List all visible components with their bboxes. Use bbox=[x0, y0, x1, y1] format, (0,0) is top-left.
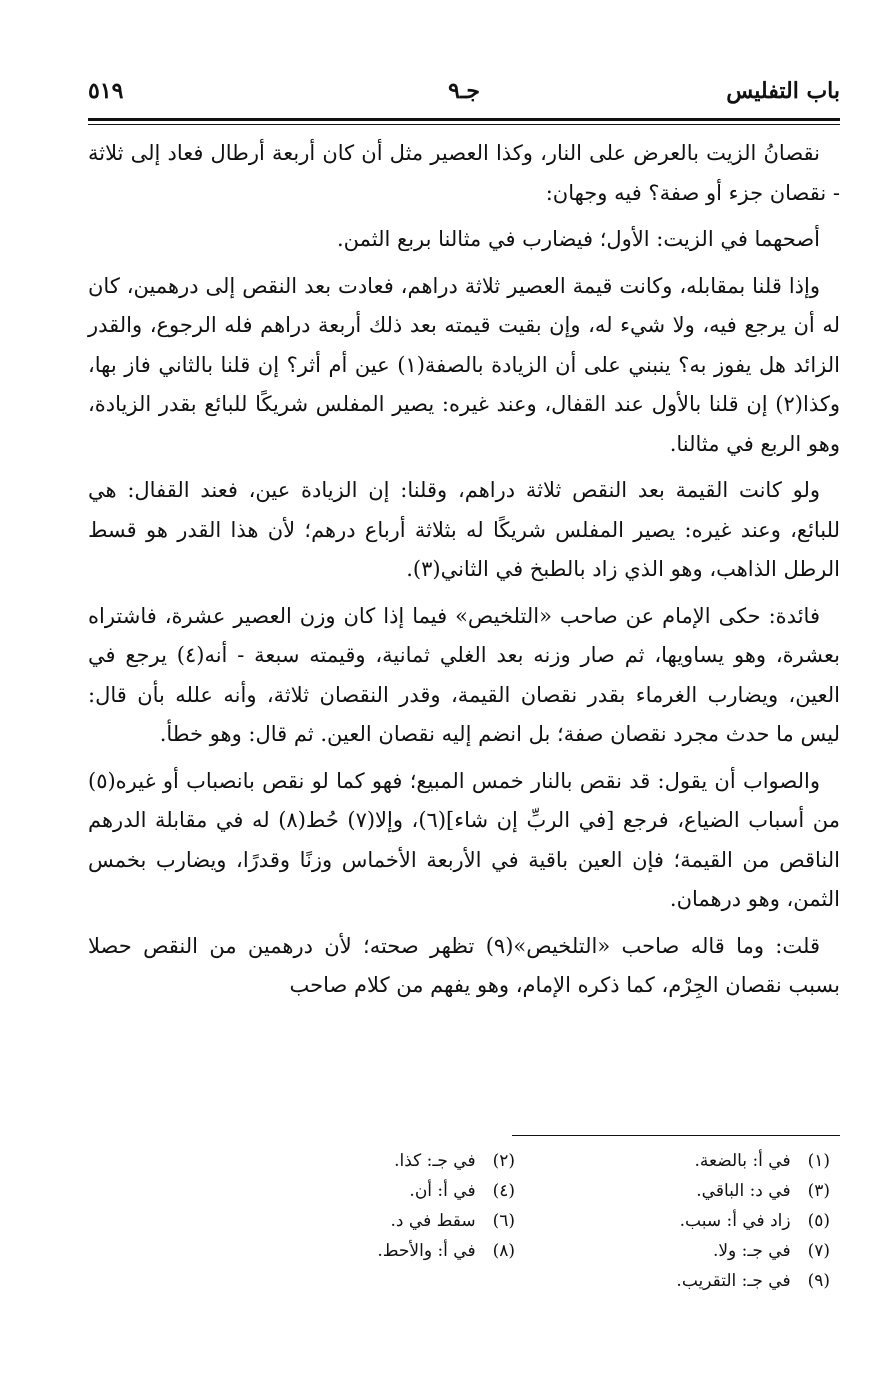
running-header bbox=[88, 78, 840, 112]
footnote bbox=[285, 1176, 515, 1206]
footnote bbox=[510, 1266, 830, 1296]
footnotes-column-right bbox=[510, 1146, 830, 1296]
footnote-text: في جـ: كذا. bbox=[394, 1151, 476, 1171]
paragraph: نقصانُ الزيت بالعرض على النار، وكذا العصير مثل أن كان أربعة أرطال فعاد إلى ثلاثة - نقصان جزء أو صفة؟ فيه وجهان: bbox=[88, 141, 840, 205]
footnote-number: (٣) bbox=[807, 1181, 830, 1201]
footnote bbox=[285, 1236, 515, 1266]
footnote-text: في جـ: ولا. bbox=[712, 1241, 791, 1261]
footnote bbox=[510, 1176, 830, 1206]
paragraph: ولو كانت القيمة بعد النقص ثلاثة دراهم، وقلنا: إن الزيادة عين، فعند القفال: هي للبائع، وعند غيره: يصير المفلس شريكًا له بثلاثة أرباع درهم؛ لأن هذا القدر هو قسط الرطل الذاهب، وهو الذي زاد بالطبخ في الثاني(٣). bbox=[88, 478, 840, 581]
footnote-number: (١) bbox=[807, 1151, 830, 1171]
footnote-number: (٦) bbox=[492, 1211, 515, 1231]
footnote-text: سقط في د. bbox=[390, 1211, 476, 1231]
paragraph: قلت: وما قاله صاحب «التلخيص»(٩) تظهر صحته؛ لأن درهمين من النقص حصلا بسبب نقصان الجِرْم، كما ذكره الإمام، وهو يفهم من كلام صاحب bbox=[88, 933, 840, 997]
footnote-number: (٢) bbox=[492, 1151, 515, 1171]
footnote bbox=[285, 1146, 515, 1176]
volume-number: جـ٩ bbox=[448, 78, 480, 104]
header-rule-thin bbox=[88, 124, 840, 125]
footnote bbox=[510, 1146, 830, 1176]
footnote-separator bbox=[512, 1135, 840, 1136]
footnote-number: (٩) bbox=[807, 1271, 830, 1291]
main-text bbox=[88, 134, 840, 1013]
footnote-text: في أ: والأحط. bbox=[377, 1241, 476, 1261]
footnote bbox=[510, 1236, 830, 1266]
footnotes-column-left bbox=[285, 1146, 515, 1266]
paragraph: والصواب أن يقول: قد نقص بالنار خمس المبيع؛ فهو كما لو نقص بانصباب أو غيره(٥) من أسباب الضياع، فرجع [في الربِّ إن شاء](٦)، وإلا(٧) حُط(٨) له في مقابلة الدرهم الناقص من القيمة؛ فإن العين باقية في الأربعة الأخماس وزنًا وقدرًا، ويضارب بخمس الثمن، وهو درهمان. bbox=[88, 768, 840, 911]
footnote bbox=[285, 1206, 515, 1236]
page-number: ٥١٩ bbox=[88, 78, 124, 104]
paragraph: وإذا قلنا بمقابله، وكانت قيمة العصير ثلاثة دراهم، فعادت بعد النقص إلى درهمين، كان له أن يرجع فيه، ولا شيء له، وإن بقيت قيمته بعد ذلك أربعة دراهم فله الرجوع، والقدر الزائد هل يفوز به؟ ينبني على أن الزيادة بالصفة(١) عين أم أثر؟ إن قلنا بالثاني فاز بها، وكذا(٢) إن قلنا بالأول عند القفال، وعند غيره: يصير المفلس شريكًا للبائع بقدر الزيادة، وهو الربع في مثالنا. bbox=[88, 273, 840, 456]
header-rule-thick bbox=[88, 118, 840, 121]
footnote-text: في د: الباقي. bbox=[696, 1181, 791, 1201]
footnote-number: (٨) bbox=[492, 1241, 515, 1261]
footnote-text: في جـ: التقريب. bbox=[676, 1271, 791, 1291]
footnote bbox=[510, 1206, 830, 1236]
footnote-text: زاد في أ: سبب. bbox=[679, 1211, 791, 1231]
footnote-number: (٤) bbox=[492, 1181, 515, 1201]
footnote-number: (٧) bbox=[807, 1241, 830, 1261]
paragraph: أصحهما في الزيت: الأول؛ فيضارب في مثالنا بربع الثمن. bbox=[336, 227, 820, 251]
paragraph: فائدة: حكى الإمام عن صاحب «التلخيص» فيما إذا كان وزن العصير عشرة، فاشتراه بعشرة، وهو يساويها، ثم صار وزنه بعد الغلي ثمانية، وقيمته سبعة - أنه(٤) يرجع في العين، ويضارب الغرماء بقدر نقصان القيمة، وقدر النقصان ثلاثة، وأنه علله بأن قال: ليس ما حدث مجرد نقصان صفة؛ بل انضم إليه نقصان العين. ثم قال: وهو خطأ. bbox=[88, 603, 840, 746]
chapter-title: باب التفليس bbox=[726, 78, 840, 104]
footnote-text: في أ: بالضعة. bbox=[694, 1151, 791, 1171]
footnote-number: (٥) bbox=[807, 1211, 830, 1231]
footnote-text: في أ: أن. bbox=[409, 1181, 476, 1201]
